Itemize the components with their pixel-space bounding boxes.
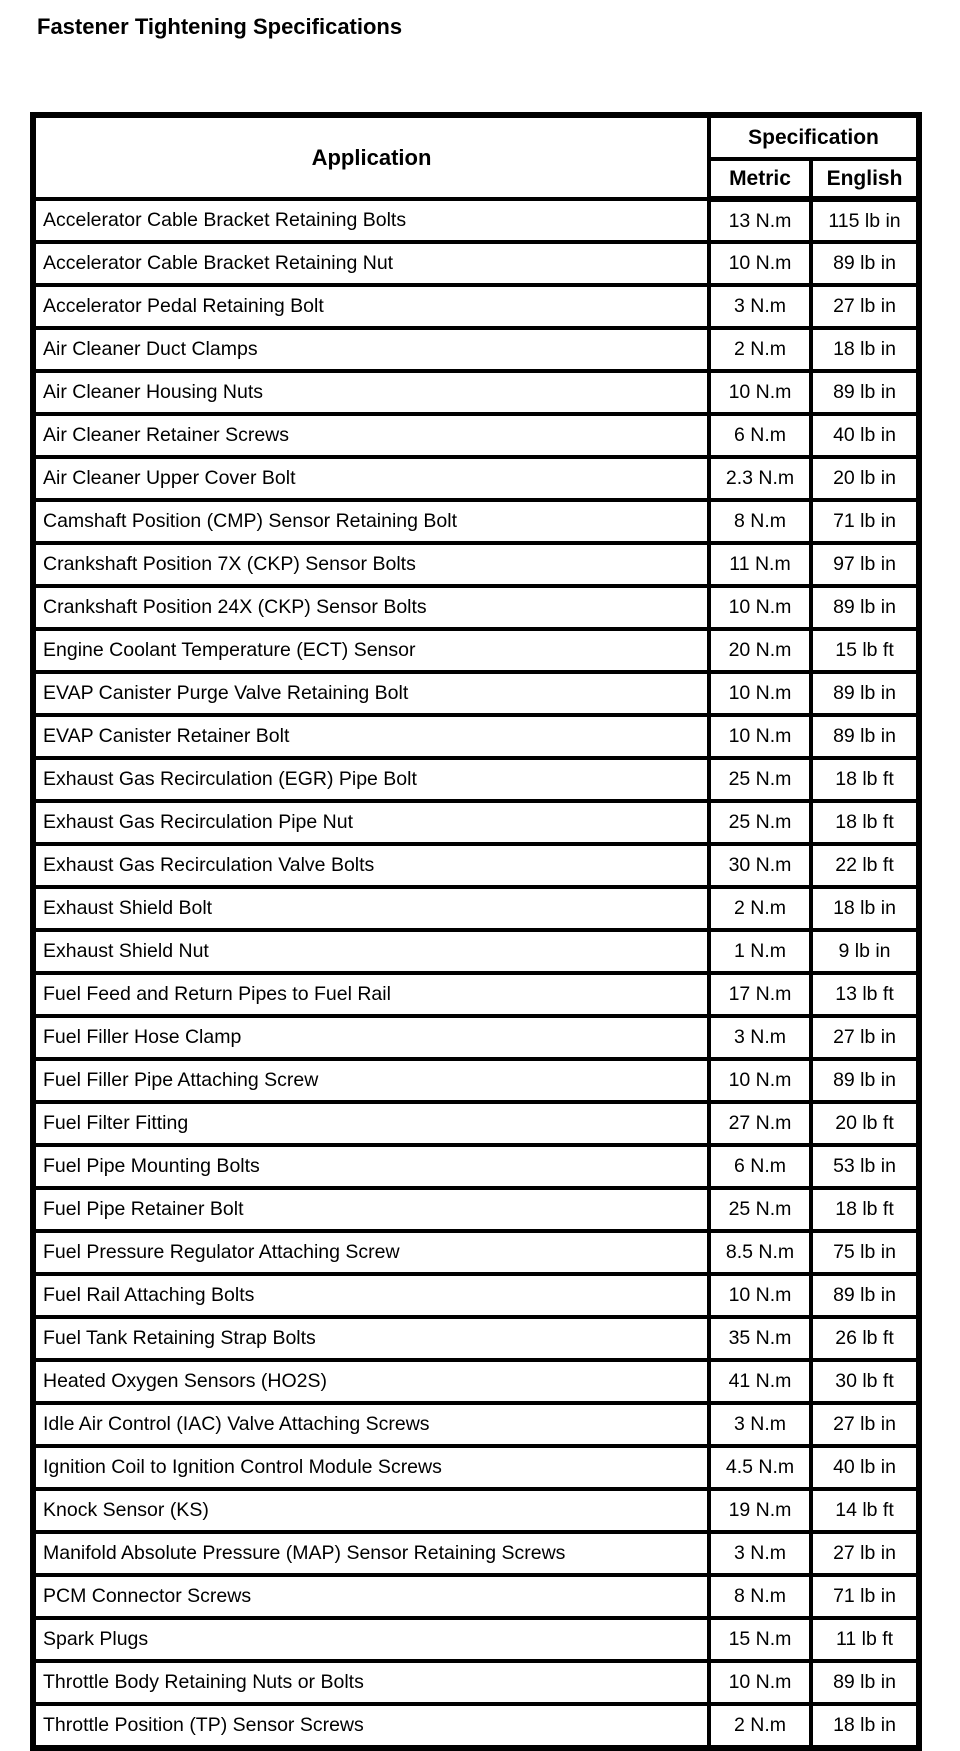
metric-value-cell: 3 N.m [709,1532,811,1575]
application-cell: Crankshaft Position 24X (CKP) Sensor Bolts [33,586,709,629]
metric-value-cell: 2 N.m [709,1704,811,1748]
english-value-cell: 53 lb in [811,1145,919,1188]
english-value-cell: 71 lb in [811,1575,919,1618]
english-value-cell: 26 lb ft [811,1317,919,1360]
application-cell: Ignition Coil to Ignition Control Module Screws [33,1446,709,1489]
metric-value-cell: 15 N.m [709,1618,811,1661]
english-value-cell: 20 lb ft [811,1102,919,1145]
english-column-header: English [811,159,919,199]
table-row [33,758,919,801]
table-row [33,1618,919,1661]
english-value-cell: 18 lb in [811,1704,919,1748]
metric-value-cell: 6 N.m [709,1145,811,1188]
table-row [33,1360,919,1403]
english-value-cell: 18 lb ft [811,801,919,844]
metric-value-cell: 11 N.m [709,543,811,586]
english-value-cell: 14 lb ft [811,1489,919,1532]
table-row [33,973,919,1016]
english-value-cell: 11 lb ft [811,1618,919,1661]
metric-value-cell: 10 N.m [709,242,811,285]
english-value-cell: 20 lb in [811,457,919,500]
english-value-cell: 27 lb in [811,1532,919,1575]
application-cell: Crankshaft Position 7X (CKP) Sensor Bolts [33,543,709,586]
english-value-cell: 15 lb ft [811,629,919,672]
metric-value-cell: 10 N.m [709,1274,811,1317]
application-column-header: Application [33,115,709,199]
table-row [33,1661,919,1704]
table-row [33,586,919,629]
table-row [33,242,919,285]
application-cell: Fuel Tank Retaining Strap Bolts [33,1317,709,1360]
specification-column-header: Specification [709,115,919,159]
application-cell: Fuel Feed and Return Pipes to Fuel Rail [33,973,709,1016]
application-cell: Engine Coolant Temperature (ECT) Sensor [33,629,709,672]
metric-value-cell: 1 N.m [709,930,811,973]
application-cell: Idle Air Control (IAC) Valve Attaching Screws [33,1403,709,1446]
table-row [33,328,919,371]
table-row [33,629,919,672]
metric-value-cell: 25 N.m [709,1188,811,1231]
metric-value-cell: 10 N.m [709,672,811,715]
metric-value-cell: 10 N.m [709,1059,811,1102]
table-row [33,887,919,930]
application-cell: Accelerator Cable Bracket Retaining Nut [33,242,709,285]
application-cell: Accelerator Pedal Retaining Bolt [33,285,709,328]
english-value-cell: 27 lb in [811,1016,919,1059]
application-cell: Fuel Pipe Mounting Bolts [33,1145,709,1188]
table-row [33,1575,919,1618]
english-value-cell: 89 lb in [811,672,919,715]
metric-value-cell: 6 N.m [709,414,811,457]
table-row [33,543,919,586]
english-value-cell: 75 lb in [811,1231,919,1274]
table-row [33,500,919,543]
metric-value-cell: 25 N.m [709,801,811,844]
application-cell: Exhaust Shield Bolt [33,887,709,930]
english-value-cell: 9 lb in [811,930,919,973]
fastener-spec-table [30,112,922,1751]
english-value-cell: 89 lb in [811,715,919,758]
application-cell: Exhaust Gas Recirculation (EGR) Pipe Bolt [33,758,709,801]
application-cell: Exhaust Gas Recirculation Pipe Nut [33,801,709,844]
english-value-cell: 89 lb in [811,1059,919,1102]
english-value-cell: 22 lb ft [811,844,919,887]
table-row [33,371,919,414]
application-cell: Knock Sensor (KS) [33,1489,709,1532]
metric-value-cell: 25 N.m [709,758,811,801]
metric-value-cell: 17 N.m [709,973,811,1016]
table-row [33,1403,919,1446]
english-value-cell: 89 lb in [811,1274,919,1317]
english-value-cell: 89 lb in [811,371,919,414]
application-cell: Air Cleaner Upper Cover Bolt [33,457,709,500]
metric-value-cell: 20 N.m [709,629,811,672]
metric-value-cell: 30 N.m [709,844,811,887]
metric-value-cell: 10 N.m [709,715,811,758]
application-cell: Throttle Position (TP) Sensor Screws [33,1704,709,1748]
table-row [33,1016,919,1059]
english-value-cell: 30 lb ft [811,1360,919,1403]
table-row [33,1188,919,1231]
table-row [33,1489,919,1532]
metric-value-cell: 10 N.m [709,586,811,629]
table-row [33,715,919,758]
english-value-cell: 97 lb in [811,543,919,586]
english-value-cell: 13 lb ft [811,973,919,1016]
application-cell: Fuel Filter Fitting [33,1102,709,1145]
metric-value-cell: 8 N.m [709,500,811,543]
table-body [33,199,919,1748]
english-value-cell: 89 lb in [811,242,919,285]
table-row [33,1532,919,1575]
metric-value-cell: 8 N.m [709,1575,811,1618]
english-value-cell: 40 lb in [811,414,919,457]
metric-value-cell: 3 N.m [709,1403,811,1446]
table-row [33,414,919,457]
table-row [33,672,919,715]
application-cell: Air Cleaner Duct Clamps [33,328,709,371]
application-cell: Air Cleaner Retainer Screws [33,414,709,457]
application-cell: Fuel Pipe Retainer Bolt [33,1188,709,1231]
metric-column-header: Metric [709,159,811,199]
table-row [33,844,919,887]
table-row [33,1317,919,1360]
page-title: Fastener Tightening Specifications [37,14,403,39]
application-cell: Exhaust Shield Nut [33,930,709,973]
application-cell: PCM Connector Screws [33,1575,709,1618]
application-cell: Spark Plugs [33,1618,709,1661]
application-cell: Camshaft Position (CMP) Sensor Retaining Bolt [33,500,709,543]
metric-value-cell: 3 N.m [709,1016,811,1059]
english-value-cell: 27 lb in [811,285,919,328]
table-row [33,457,919,500]
metric-value-cell: 2 N.m [709,887,811,930]
metric-value-cell: 10 N.m [709,1661,811,1704]
application-cell: Heated Oxygen Sensors (HO2S) [33,1360,709,1403]
header-row-specification [33,115,919,159]
table-row [33,930,919,973]
english-value-cell: 71 lb in [811,500,919,543]
application-cell: EVAP Canister Retainer Bolt [33,715,709,758]
metric-value-cell: 10 N.m [709,371,811,414]
table-row [33,285,919,328]
table-row [33,1231,919,1274]
metric-value-cell: 8.5 N.m [709,1231,811,1274]
table-row [33,1102,919,1145]
application-cell: Manifold Absolute Pressure (MAP) Sensor Retaining Screws [33,1532,709,1575]
metric-value-cell: 19 N.m [709,1489,811,1532]
english-value-cell: 89 lb in [811,1661,919,1704]
metric-value-cell: 27 N.m [709,1102,811,1145]
english-value-cell: 115 lb in [811,199,919,242]
application-cell: Air Cleaner Housing Nuts [33,371,709,414]
application-cell: Exhaust Gas Recirculation Valve Bolts [33,844,709,887]
table-row [33,199,919,242]
english-value-cell: 18 lb ft [811,758,919,801]
english-value-cell: 27 lb in [811,1403,919,1446]
application-cell: Throttle Body Retaining Nuts or Bolts [33,1661,709,1704]
english-value-cell: 18 lb in [811,887,919,930]
table-row [33,1274,919,1317]
metric-value-cell: 13 N.m [709,199,811,242]
metric-value-cell: 3 N.m [709,285,811,328]
application-cell: Accelerator Cable Bracket Retaining Bolts [33,199,709,242]
metric-value-cell: 2 N.m [709,328,811,371]
application-cell: Fuel Pressure Regulator Attaching Screw [33,1231,709,1274]
table-row [33,1446,919,1489]
table-row [33,1145,919,1188]
application-cell: EVAP Canister Purge Valve Retaining Bolt [33,672,709,715]
english-value-cell: 18 lb ft [811,1188,919,1231]
table-row [33,801,919,844]
metric-value-cell: 2.3 N.m [709,457,811,500]
metric-value-cell: 41 N.m [709,1360,811,1403]
application-cell: Fuel Filler Hose Clamp [33,1016,709,1059]
metric-value-cell: 4.5 N.m [709,1446,811,1489]
english-value-cell: 89 lb in [811,586,919,629]
table-row [33,1059,919,1102]
table-row [33,1704,919,1748]
english-value-cell: 40 lb in [811,1446,919,1489]
metric-value-cell: 35 N.m [709,1317,811,1360]
application-cell: Fuel Rail Attaching Bolts [33,1274,709,1317]
application-cell: Fuel Filler Pipe Attaching Screw [33,1059,709,1102]
english-value-cell: 18 lb in [811,328,919,371]
